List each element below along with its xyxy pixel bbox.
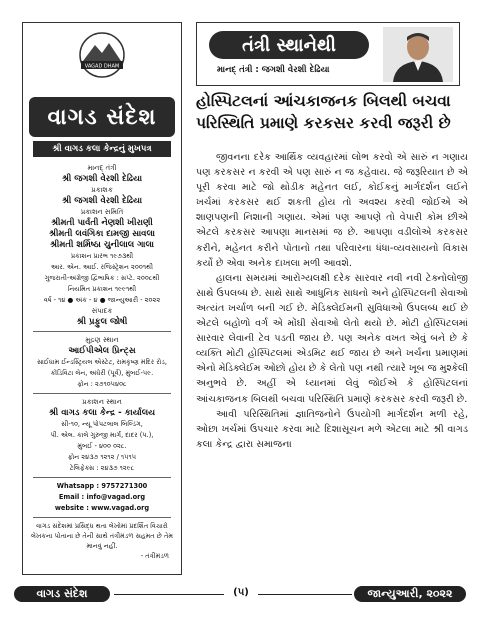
- bilingual-note: ગુજરાતી-અંગ્રેજી દ્વિભાષિક : સપ્ટે. ૨૦૦૮થી: [44, 274, 160, 282]
- divider: [33, 517, 171, 518]
- footer-date: જાન્યુઆરી, ૨૦૨૨: [354, 586, 466, 602]
- editorial-header: [196, 22, 460, 86]
- honorary-editor-role: માનદ્ તંત્રી: [87, 164, 117, 172]
- divider: [33, 331, 171, 332]
- office-fax: ટેલિફેક્સ : ૨૪૩૭ ૧૨૯૮: [69, 464, 135, 472]
- publisher-name: શ્રી જગશી વેરશી દેઢિયા: [61, 196, 143, 206]
- office-address: મુંબઈ - ૪૦૦ ૦૨૮.: [77, 442, 127, 450]
- credits-block: [27, 163, 177, 562]
- office-address: સી-૧૦, ન્યૂ પોપટલાલ બિલ્ડિંગ,: [61, 420, 143, 428]
- divider: [33, 477, 171, 478]
- email-link[interactable]: Email : info@vagad.org: [58, 493, 146, 501]
- editorial-title: તંત્રી સ્થાનેથી: [209, 31, 369, 59]
- committee-member: શ્રીમતી લવંગિકા દામજી સાવલા: [49, 229, 155, 239]
- editorial-subtitle: માનદ્ તંત્રી : જગશી વેરશી દેઢિયા: [217, 65, 330, 75]
- office-phone: ફોન ૨૪૩૭ ૧૨૧૨ / ૧૫૧૫: [67, 453, 137, 461]
- regular-publication: નિયમિત પ્રકાશન ૧૯૯૧થી: [67, 285, 137, 293]
- footer-rule: [114, 594, 224, 595]
- footer-rule: [258, 594, 352, 595]
- article-headline: હોસ્પિટલનાં આંચકાજનક બિલથી બચવા પરિસ્થિતિ પ્રમાણે કરકસર કરવી જરૂરી છે: [196, 92, 451, 132]
- mouthpiece-line: શ્રી વાગડ કલા કેન્દ્રનું મુખપત્ર: [33, 141, 171, 157]
- brand-title: વાગડ સંદેશ: [29, 97, 175, 137]
- article-paragraph: આવી પરિસ્થિતિમાં જ્ઞાતિજનોને ઉપયોગી માર્ગદર્શન મળી રહે, ઓછા ખર્ચમાં ઉપચાર કરવા માટે દિશાસૂચન મળે એટલા માટે શ્રી વાગડ કલા કેન્દ્ર દ્વારા સમાજના: [196, 408, 468, 450]
- page-number: (૫): [233, 587, 249, 598]
- page-footer: [14, 584, 466, 604]
- printer-name: આઈપીએલ પ્રિન્ટ્સ: [68, 346, 136, 356]
- masthead-sidebar: [22, 22, 182, 575]
- office-address: પી. એલ. કાલે ગુરુજી માર્ગ, દાદર (પ.),: [50, 431, 154, 439]
- publisher-role: પ્રકાશક: [91, 186, 113, 194]
- editor-photo: [383, 27, 453, 82]
- website-link[interactable]: website : www.vagad.org: [54, 504, 150, 512]
- article-paragraph: હાલના સમયમાં આરોગ્યલક્ષી દરેક સારવાર નવી નવી ટેક્નોલોજી સાથે ઉપલબ્ધ છે. સાથે સાથે આધુનિક સાધનો અને હોસ્પિટલની સેવાઓ અત્યંત ખર્ચાળ બની ગઈ છે. મેડિક્લેઈમની સુવિધાઓ ઉપલબ્ધ થઈ છે એટલે બહોળો વર્ગ એ મોંઘી સેવાઓ લેતો થયો છે. મોટી હોસ્પિટલમાં સારવાર લેવાની ટેવ પડતી જાય છે. પણ અનેક વખત એવું બને છે કે વ્યક્તિ મોટી હોસ્પિટલમાં એડમિટ થઈ જાય છે અને ખર્ચના પ્રમાણમાં એનો મેડિક્લેઈમ ઓછો હોય છે કે લેતો પણ નથી ત્યારે ખૂબ જ મુશ્કેલી અનુભવે છે. અહીં એ ધ્યાનમાં લેવું જોઈએ કે હોસ્પિટલનાં આંચકાજનક બિલથી બચવા પરિસ્થિતિ પ્રમાણે કરકસર કરવી જરૂરી છે.: [196, 272, 468, 405]
- whatsapp-number: Whatsapp : 9757271300: [56, 482, 148, 490]
- disclaimer-text: વાગડ સંદેશમાં પ્રસિદ્ધ થતા લેખોમાં પ્રદર્શિત વિચારો લેખકના પોતાના છે તેની સાથે તંત્રીમંડળ સહમત છે તેમ માનવું નહીં.: [31, 522, 173, 550]
- logo-text: VAGAD DHAM: [84, 63, 120, 70]
- committee-member: શ્રીમતી શર્મિષ્ઠા ચુનીલાલ ગાલા: [50, 240, 154, 250]
- printer-phone: ફોન : ૨૭૧૦૫૪૦૮: [77, 380, 127, 388]
- print-role: મુદ્રણ સ્થાન: [85, 336, 119, 344]
- coeditor-name: શ્રી પ્રફુલ જોષી: [76, 317, 128, 327]
- printer-address: સાઈધામ ઈન્ડસ્ટ્રિયલ એસ્ટેટ, રામકૃષ્ણ મંદિર રોડ,: [36, 358, 168, 366]
- office-name: શ્રી વાગડ કલા કેન્દ્ર - કાર્યાલય: [48, 408, 156, 418]
- article-body: [196, 150, 468, 452]
- committee-member: શ્રીમતી પાર્વતી નેણશી ખીરાણી: [51, 218, 153, 228]
- publication-start: પ્રકાશન પ્રારંભ ૧૯૭૩થી: [70, 252, 134, 260]
- printer-address: કોંડિવિટા લેન, અંધેરી (પૂર્વ), મુંબઈ-૫૯.: [50, 369, 154, 377]
- article-paragraph: જીવનના દરેક આર્થિક વ્યવહારમાં લોભ કરવો એ સારું ન ગણાય પણ કરકસર ન કરવી એ પણ સારું ન જ કહેવાય. જે જરૂરિયાત છે એ પૂરી કરવા માટે જો થોડીક મહેનત લઈ, કોઈકનું માર્ગદર્શન લઈને ખર્ચમાં કરકસર થઈ શકતી હોય તો અવશ્ય કરવી જોઈએ એ શાણપણની નિશાની ગણાય. એમાં પણ આપણે તો વેપારી કોમ છીએ એટલે કરકસર આપણા માનસમાં જ છે. આપણા વડીલોએ કરકસર કરીને, મહેનત કરીને પોતાનો તથા પરિવારના ધંધા-વ્યવસાયનો વિકાસ કર્યો છે એવા અનેક દાખલા મળી આવશે.: [196, 152, 468, 269]
- honorary-editor-name: શ્રી જગશી વેરશી દેઢિયા: [61, 174, 143, 184]
- office-role: પ્રકાશન સ્થાન: [82, 398, 122, 406]
- vagad-logo-icon: [73, 31, 131, 79]
- issue-info: વર્ષ - ૧૪ ● અંક - ૪ ● જાન્યુઆરી - ૨૦૨૨: [43, 296, 161, 304]
- rni-registration: આર. એન. આઈ. રજિસ્ટ્રેશન ૨૦૦૧થી: [50, 263, 154, 271]
- committee-role: પ્રકાશન સમિતિ: [80, 208, 124, 216]
- footer-magazine-name: વાગડ સંદેશ: [14, 586, 110, 602]
- coeditor-role: સંપાદક: [91, 307, 113, 315]
- disclaimer-sign: - તંત્રીમંડળ: [140, 552, 169, 560]
- divider: [33, 393, 171, 394]
